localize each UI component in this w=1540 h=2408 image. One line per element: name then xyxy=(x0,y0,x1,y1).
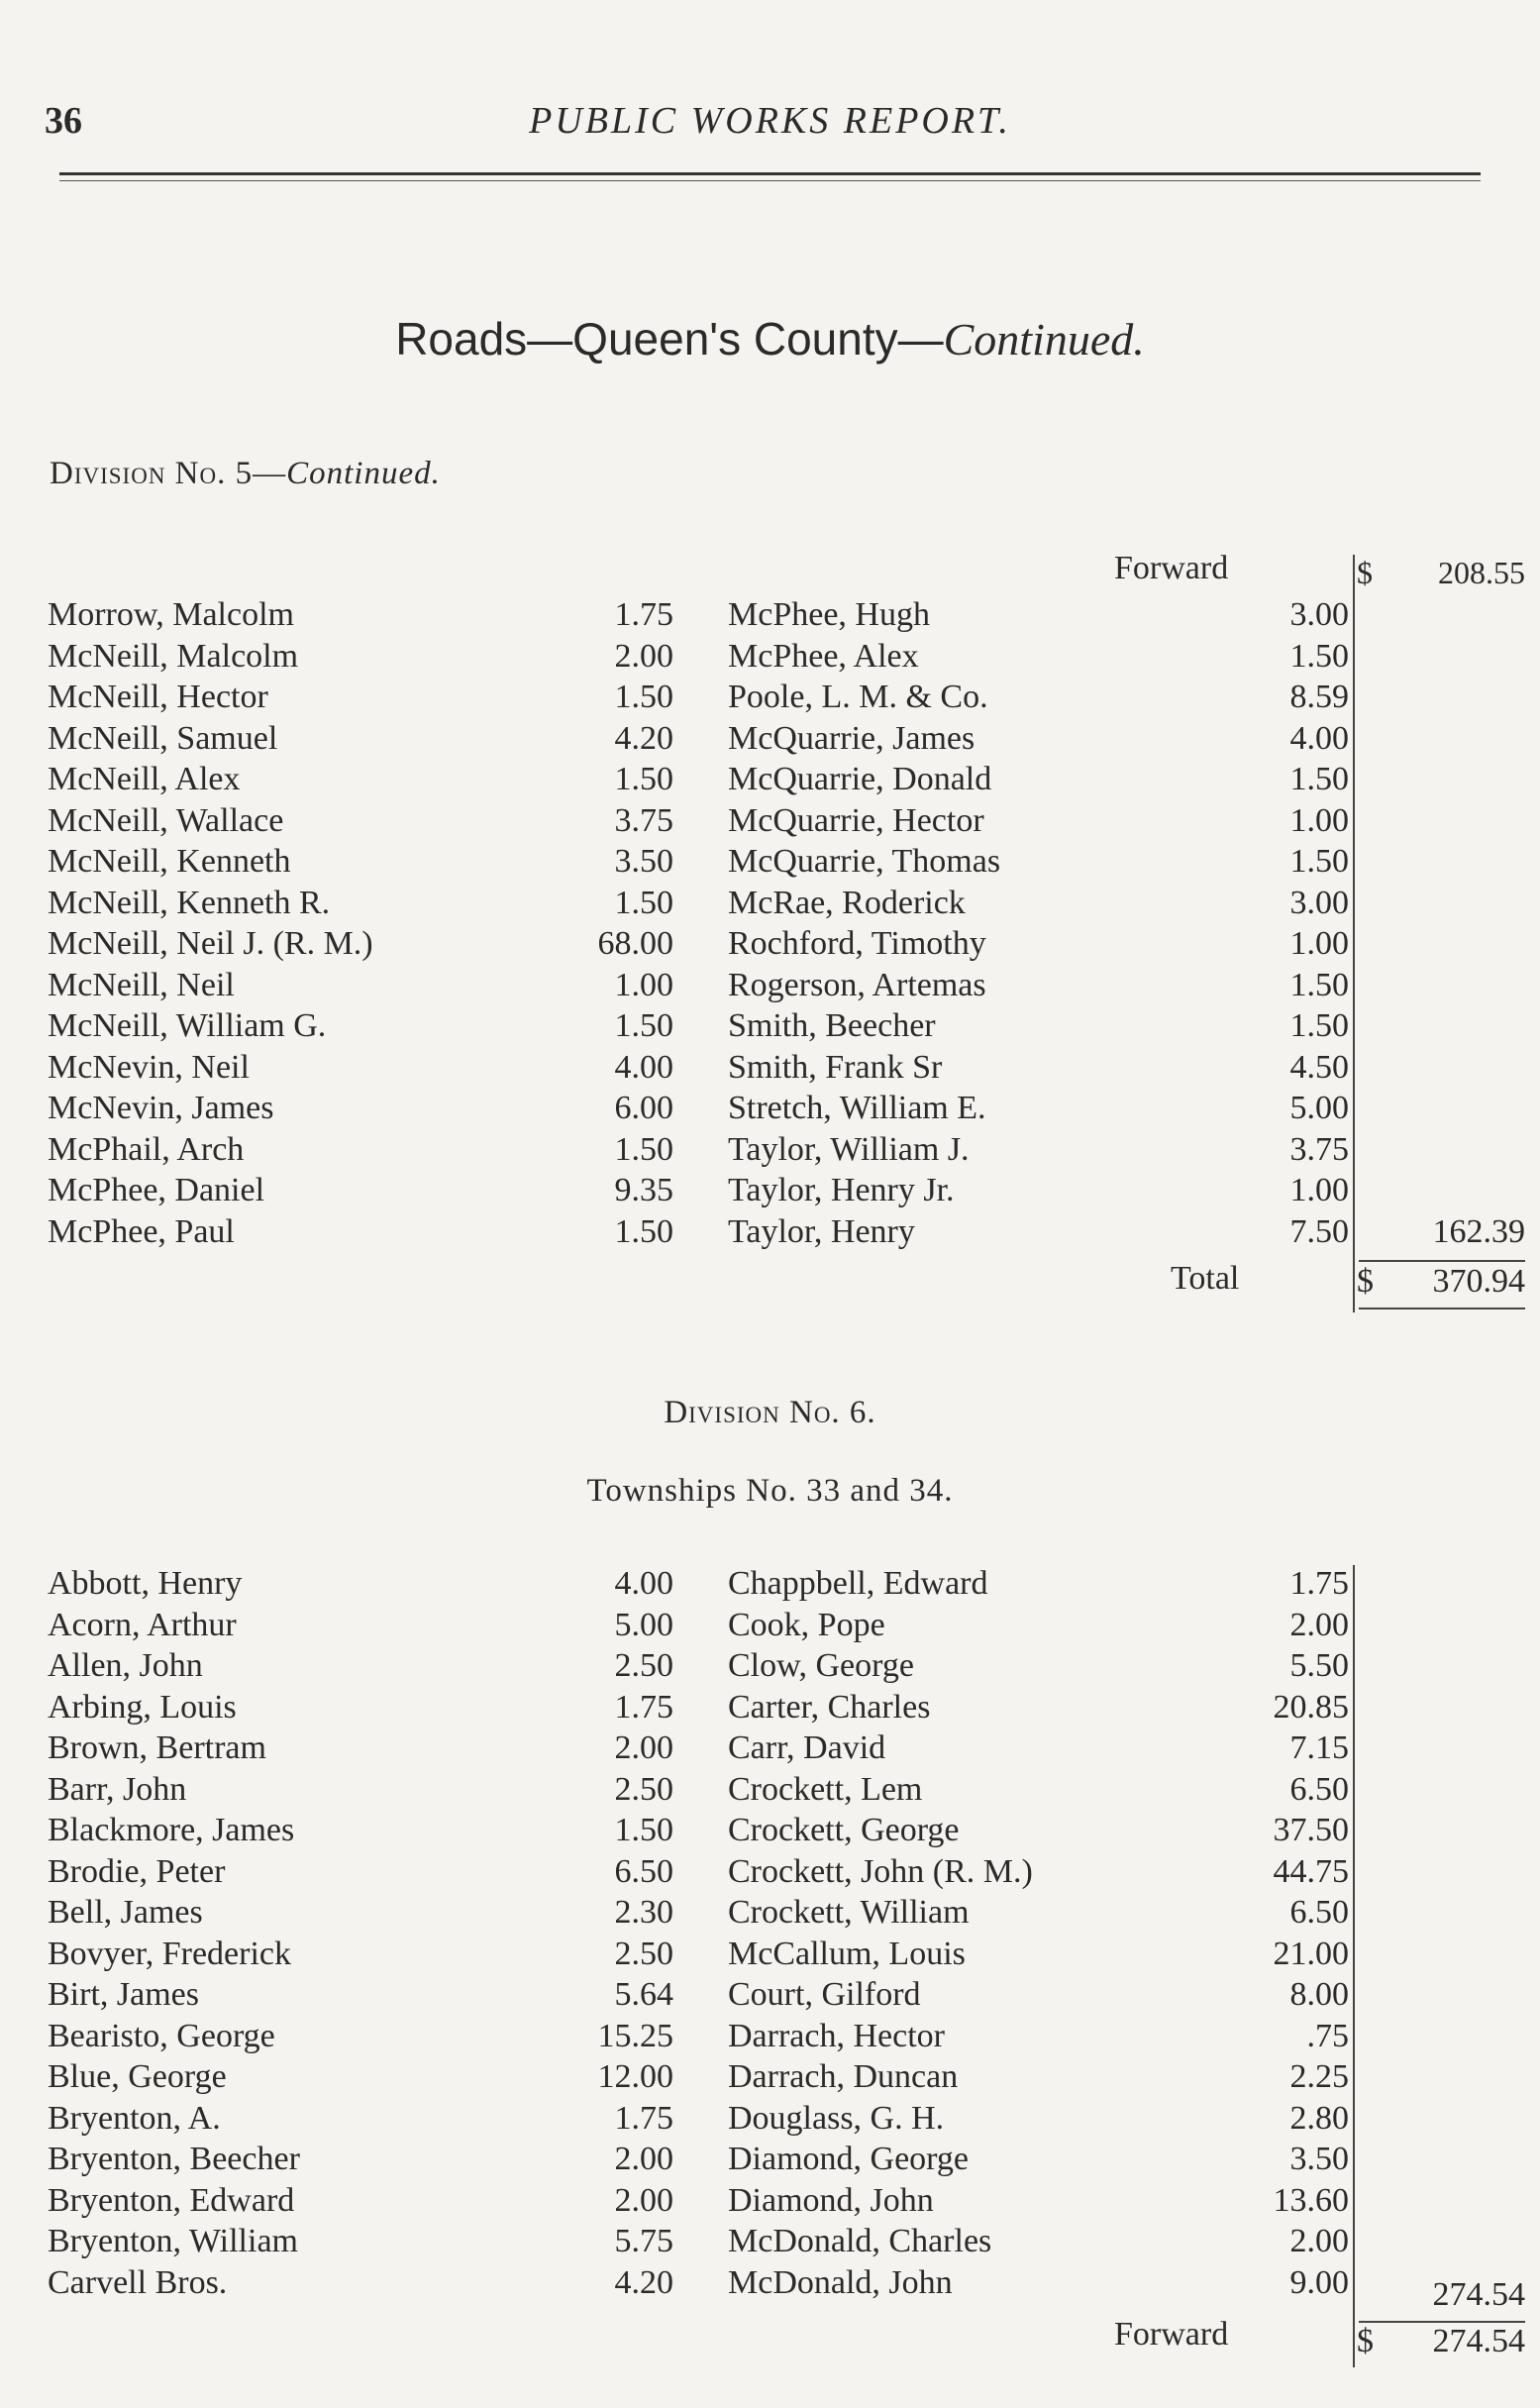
div5-left-amount: 1.50 xyxy=(614,1212,673,1250)
div6-right-amount: 2.00 xyxy=(1289,2223,1349,2259)
div6-right-name: Chappbell, Edward xyxy=(728,1565,988,1602)
div6-right-name: Douglass, G. H. xyxy=(728,2099,945,2137)
div6-right-amount: 13.60 xyxy=(1273,2181,1349,2219)
div6-left-name: Birt, James xyxy=(48,1976,199,2013)
div6-left-name: Bryenton, Edward xyxy=(48,2181,295,2219)
page-title-italic: Continued. xyxy=(943,314,1145,365)
div6-right-name: Clow, George xyxy=(728,1647,914,1684)
page-number: 36 xyxy=(45,100,82,142)
div6-left-name: Bell, James xyxy=(48,1894,203,1931)
div6-left-amount: 4.20 xyxy=(614,2263,673,2301)
div6-left-amount: 2.00 xyxy=(614,2141,673,2177)
div6-right-amount: 20.85 xyxy=(1273,1688,1349,1726)
div5-left-name: McNeill, Malcolm xyxy=(48,637,299,675)
div6-right-name: Darrach, Hector xyxy=(728,2017,945,2054)
div6-left-amount: 4.00 xyxy=(614,1565,673,1602)
total-amount: 370.94 xyxy=(1432,1263,1525,1300)
div6-left-amount: 1.50 xyxy=(614,1812,673,1848)
div6-left-amount: 15.25 xyxy=(597,2017,673,2054)
div6-right-name: Crockett, George xyxy=(728,1812,960,1848)
div6-left-amount: 2.00 xyxy=(614,2181,673,2219)
div6-right-name: Carr, David xyxy=(728,1729,886,1766)
div5-left-amount: 3.75 xyxy=(614,801,673,839)
div6-left-name: Bryenton, A. xyxy=(48,2099,221,2137)
div5-right-amount: 5.00 xyxy=(1289,1090,1349,1126)
div6-left-name: Bovyer, Frederick xyxy=(48,1935,292,1972)
forward-dollar-bottom: $ xyxy=(1357,2323,1374,2359)
div5-left-amount: 1.50 xyxy=(614,761,673,797)
div5-right-amount: 1.00 xyxy=(1289,925,1349,962)
div6-left-amount: 1.75 xyxy=(614,1688,673,1726)
div5-right-name: Taylor, Henry Jr. xyxy=(728,1172,955,1208)
div5-left-amount: 4.20 xyxy=(614,719,673,757)
div6-right-name: McDonald, Charles xyxy=(728,2223,992,2259)
total-label: Total xyxy=(1171,1260,1240,1297)
division-5-heading-text: Division No. 5— xyxy=(50,456,287,491)
div6-right-name: McCallum, Louis xyxy=(728,1935,966,1972)
div5-left-amount: 6.00 xyxy=(614,1090,673,1126)
div6-left-name: Arbing, Louis xyxy=(48,1688,237,1726)
div5-right-name: Smith, Frank Sr xyxy=(728,1048,943,1086)
div6-right-amount: 2.00 xyxy=(1289,1606,1349,1643)
div5-left-name: McPhee, Paul xyxy=(48,1212,235,1250)
div5-left-amount: 68.00 xyxy=(597,925,673,962)
header-rule-thin xyxy=(59,180,1481,181)
div6-left-amount: 6.50 xyxy=(614,1852,673,1890)
div6-left-amount: 5.00 xyxy=(614,1606,673,1643)
div6-right-name: Crockett, John (R. M.) xyxy=(728,1852,1033,1890)
div6-right-name: Darrach, Duncan xyxy=(728,2058,959,2095)
div5-right-amount: 1.50 xyxy=(1289,1007,1349,1044)
forward-label-bottom: Forward xyxy=(1114,2316,1229,2353)
total-dollar: $ xyxy=(1357,1263,1374,1300)
div5-right-amount: 8.59 xyxy=(1289,679,1349,715)
div5-left-name: McNeill, Neil xyxy=(48,966,235,1003)
div6-right-name: Crockett, Lem xyxy=(728,1770,923,1808)
div6-left-amount: 5.75 xyxy=(614,2223,673,2259)
div5-right-amount: 1.50 xyxy=(1289,966,1349,1003)
div5-left-name: McNeill, Alex xyxy=(48,761,241,797)
div6-left-amount: 2.30 xyxy=(614,1894,673,1931)
div5-right-amount: 7.50 xyxy=(1289,1212,1349,1250)
div5-right-name: Rochford, Timothy xyxy=(728,925,986,962)
page-title xyxy=(0,312,1540,366)
div6-left-name: Carvell Bros. xyxy=(48,2263,228,2301)
div6-right-name: Diamond, John xyxy=(728,2181,934,2219)
div6-left-name: Brown, Bertram xyxy=(48,1729,266,1766)
running-header: PUBLIC WORKS REPORT. xyxy=(529,100,1011,142)
div6-left-name: Brodie, Peter xyxy=(48,1852,226,1890)
div5-left-name: Morrow, Malcolm xyxy=(48,596,294,633)
div6-right-amount: 9.00 xyxy=(1289,2263,1349,2301)
division-6-heading: Division No. 6. xyxy=(664,1395,876,1430)
div5-left-amount: 1.00 xyxy=(614,966,673,1003)
div5-column-rule xyxy=(1353,555,1355,1312)
div6-left-name: Bryenton, Beecher xyxy=(48,2141,300,2177)
div5-left-name: McNevin, Neil xyxy=(48,1048,250,1086)
div5-right-name: McQuarrie, James xyxy=(728,719,975,757)
division-5-heading-italic: Continued. xyxy=(286,456,441,491)
forward-amount: 208.55 xyxy=(1438,555,1525,590)
div5-right-name: Taylor, William J. xyxy=(728,1130,970,1168)
div6-right-name: Court, Gilford xyxy=(728,1976,921,2013)
division-5-heading xyxy=(50,456,441,492)
div6-right-name: Diamond, George xyxy=(728,2141,969,2177)
div5-right-name: Rogerson, Artemas xyxy=(728,966,986,1003)
div6-right-amount: 2.80 xyxy=(1289,2099,1349,2137)
div5-right-amount: 3.00 xyxy=(1289,596,1349,633)
division-6-subtotal: 274.54 xyxy=(1432,2276,1525,2313)
div6-left-name: Bearisto, George xyxy=(48,2017,275,2054)
div5-right-amount: 1.50 xyxy=(1289,761,1349,797)
div6-right-amount: .75 xyxy=(1306,2017,1349,2054)
div5-right-amount: 3.00 xyxy=(1289,884,1349,921)
div5-right-name: McRae, Roderick xyxy=(728,884,966,921)
div5-right-amount: 4.00 xyxy=(1289,719,1349,757)
div5-left-amount: 3.50 xyxy=(614,843,673,880)
div6-left-amount: 2.50 xyxy=(614,1935,673,1972)
div5-left-amount: 1.50 xyxy=(614,884,673,921)
div6-right-amount: 2.25 xyxy=(1289,2058,1349,2095)
div6-right-amount: 3.50 xyxy=(1289,2141,1349,2177)
div5-right-name: McPhee, Hugh xyxy=(728,596,930,633)
div6-left-amount: 1.75 xyxy=(614,2099,673,2137)
div6-right-amount: 21.00 xyxy=(1273,1935,1349,1972)
div6-left-name: Blue, George xyxy=(48,2058,227,2095)
div5-right-name: McQuarrie, Hector xyxy=(728,801,984,839)
div5-left-amount: 1.75 xyxy=(614,596,673,633)
div5-left-amount: 2.00 xyxy=(614,637,673,675)
div6-left-name: Abbott, Henry xyxy=(48,1565,243,1602)
div5-right-name: McQuarrie, Donald xyxy=(728,761,992,797)
div6-right-amount: 5.50 xyxy=(1289,1647,1349,1684)
div6-right-name: Cook, Pope xyxy=(728,1606,885,1643)
div6-left-name: Acorn, Arthur xyxy=(48,1606,237,1643)
div6-left-name: Allen, John xyxy=(48,1647,203,1684)
forward-dollar: $ xyxy=(1357,555,1373,590)
div5-right-name: Poole, L. M. & Co. xyxy=(728,679,988,715)
div5-left-amount: 4.00 xyxy=(614,1048,673,1086)
div6-right-name: McDonald, John xyxy=(728,2263,953,2301)
div5-left-amount: 1.50 xyxy=(614,1007,673,1044)
div5-left-amount: 9.35 xyxy=(614,1172,673,1208)
header-rule xyxy=(59,172,1481,175)
div6-right-amount: 8.00 xyxy=(1289,1976,1349,2013)
div5-left-name: McPhail, Arch xyxy=(48,1130,245,1168)
div5-right-name: Stretch, William E. xyxy=(728,1090,986,1126)
div5-left-amount: 1.50 xyxy=(614,1130,673,1168)
div5-left-name: McPhee, Daniel xyxy=(48,1172,265,1208)
div5-left-name: McNeill, Neil J. (R. M.) xyxy=(48,925,373,962)
div6-column-rule xyxy=(1353,1565,1355,2367)
div5-right-amount: 1.00 xyxy=(1289,801,1349,839)
div5-right-name: Smith, Beecher xyxy=(728,1007,936,1044)
div6-right-name: Crockett, William xyxy=(728,1894,970,1931)
div5-left-name: McNeill, Kenneth R. xyxy=(48,884,331,921)
div5-left-name: McNeill, Samuel xyxy=(48,719,278,757)
div6-right-amount: 7.15 xyxy=(1289,1729,1349,1766)
div5-left-name: McNeill, William G. xyxy=(48,1007,327,1044)
div6-right-amount: 6.50 xyxy=(1289,1894,1349,1931)
total-rule xyxy=(1359,1308,1525,1309)
div6-right-amount: 44.75 xyxy=(1273,1852,1349,1890)
div6-left-name: Barr, John xyxy=(48,1770,187,1808)
division-5-subtotal: 162.39 xyxy=(1432,1213,1525,1250)
div5-right-name: McQuarrie, Thomas xyxy=(728,843,1001,880)
div5-right-amount: 1.50 xyxy=(1289,637,1349,675)
div5-right-amount: 1.50 xyxy=(1289,843,1349,880)
div6-left-amount: 2.50 xyxy=(614,1770,673,1808)
div5-right-name: McPhee, Alex xyxy=(728,637,919,675)
div6-left-amount: 5.64 xyxy=(614,1976,673,2013)
div6-right-amount: 37.50 xyxy=(1273,1812,1349,1848)
div6-right-amount: 6.50 xyxy=(1289,1770,1349,1808)
div5-right-amount: 3.75 xyxy=(1289,1130,1349,1168)
div5-right-amount: 1.00 xyxy=(1289,1172,1349,1208)
div6-left-amount: 2.50 xyxy=(614,1647,673,1684)
forward-amount-bottom: 274.54 xyxy=(1432,2323,1525,2359)
forward-label: Forward xyxy=(1114,550,1229,586)
div5-right-amount: 4.50 xyxy=(1289,1048,1349,1086)
div6-left-amount: 12.00 xyxy=(597,2058,673,2095)
division-6-subheading: Townships No. 33 and 34. xyxy=(586,1473,954,1509)
subtotal-rule xyxy=(1359,1260,1525,1262)
div6-right-amount: 1.75 xyxy=(1289,1565,1349,1602)
div6-left-name: Bryenton, William xyxy=(48,2223,298,2259)
div5-right-name: Taylor, Henry xyxy=(728,1212,915,1250)
div6-right-name: Carter, Charles xyxy=(728,1688,931,1726)
div5-left-amount: 1.50 xyxy=(614,679,673,715)
page-title-text: Roads—Queen's County— xyxy=(395,313,944,365)
div5-left-name: McNeill, Wallace xyxy=(48,801,284,839)
div5-left-name: McNevin, James xyxy=(48,1090,274,1126)
div6-left-amount: 2.00 xyxy=(614,1729,673,1766)
div6-left-name: Blackmore, James xyxy=(48,1812,295,1848)
div5-left-name: McNeill, Kenneth xyxy=(48,843,291,880)
div5-left-name: McNeill, Hector xyxy=(48,679,268,715)
